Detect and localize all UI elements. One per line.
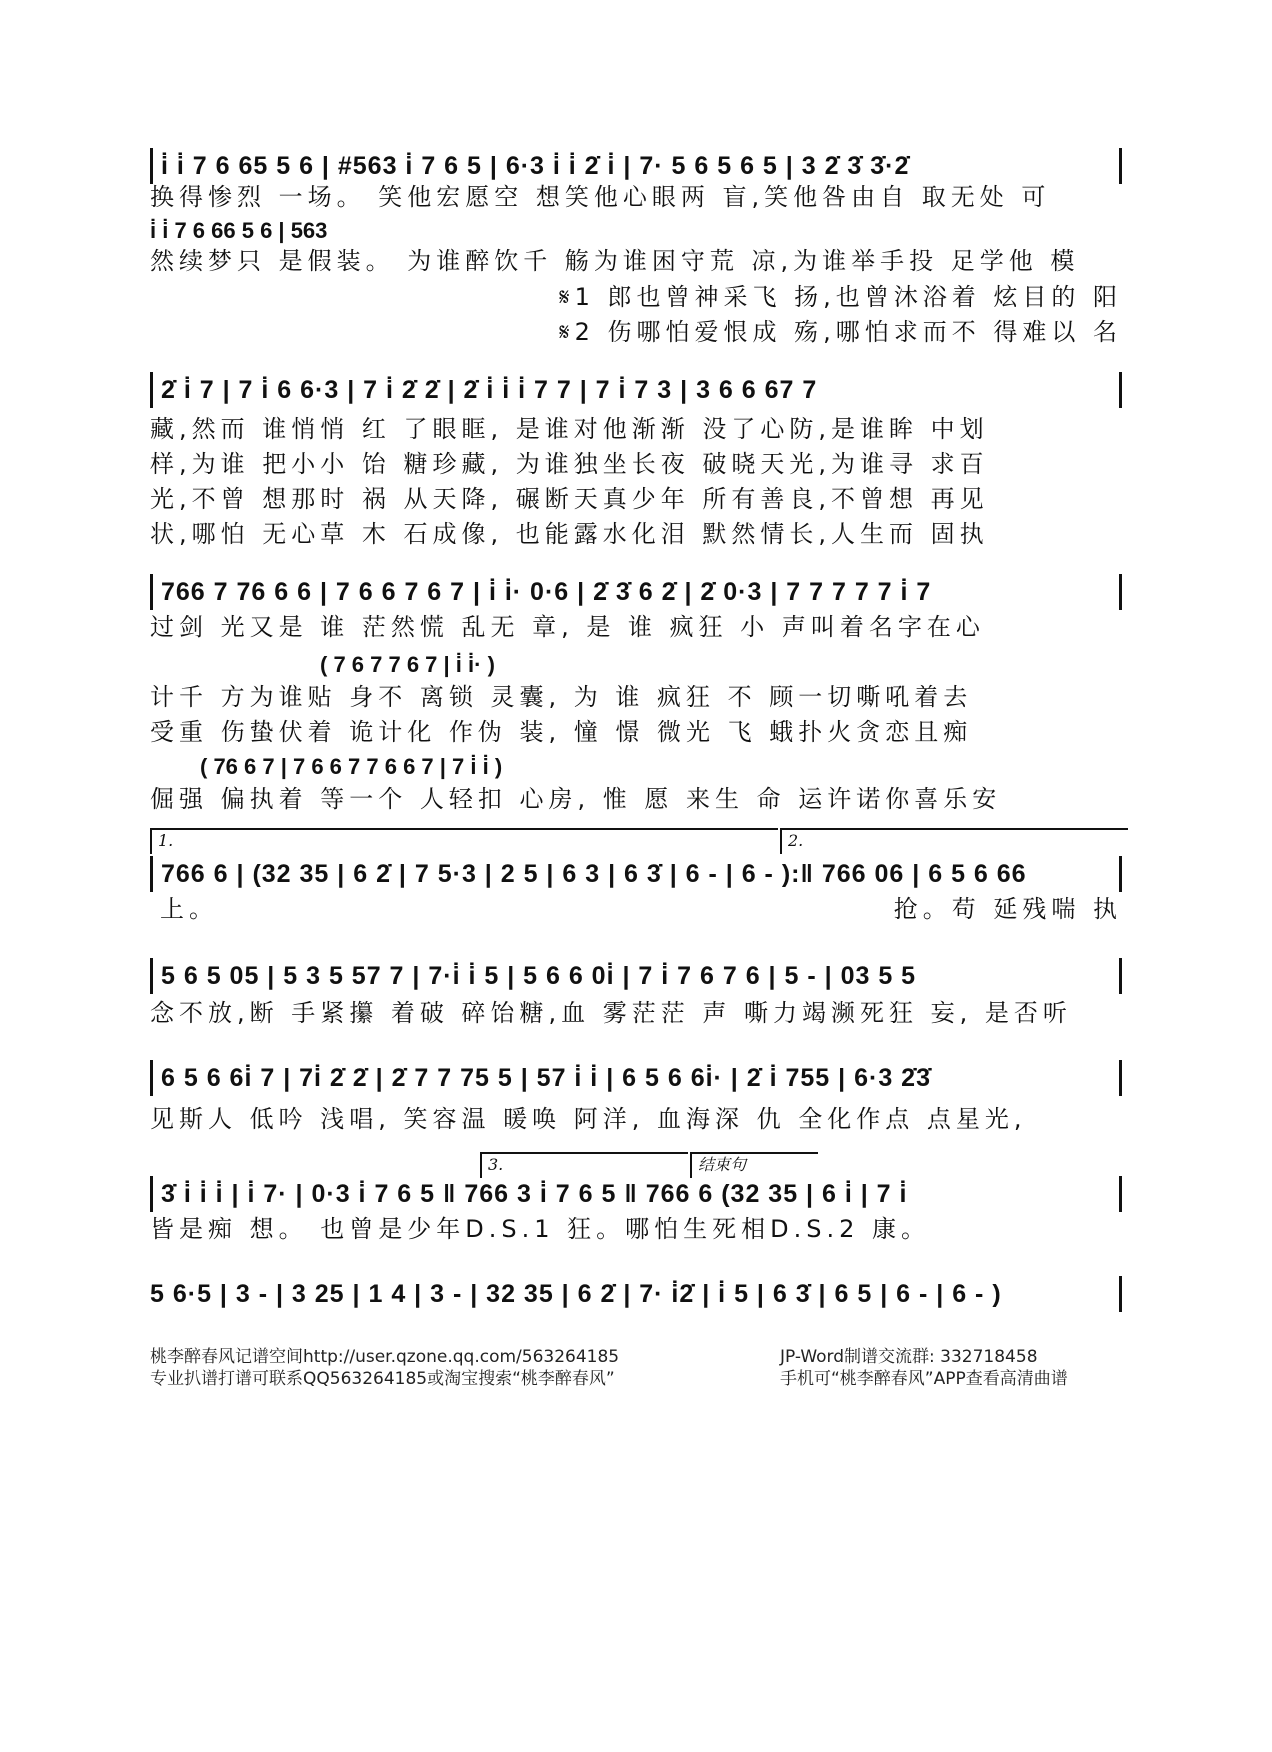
footer-right-line2: 手机可“桃李醉春风”APP查看高清曲谱 [780,1369,1068,1389]
lyric-line: 受重 伤蛰伏着 诡计化 作伪 装, 憧 憬 微光 飞 蛾扑火贪恋且痴 [150,718,973,746]
lyric-line: 光,不曾 想那时 祸 从天降, 碾断天真少年 所有善良,不曾想 再见 [150,485,989,513]
notation-line: i̇ i̇ 7 6 65 5 6 | #563 i̇ 7 6 5 | 6·3 i̇ i̇ 2̇ i̇ | 7· 5 6 5 6 5 | 3 2̇ 3̇ 3̇·2̇ [150,148,1122,184]
lyric-line: 状,哪怕 无心草 木 石成像, 也能露水化泪 默然情长,人生而 固执 [150,520,989,548]
alt-notation: ( 76 6 7 | 7 6 6 7 7 6 6 7 | 7 i̇ i̇ ) [200,754,503,779]
alt-notation: i̇ i̇ 7 6 66 5 6 | 563 [150,218,328,243]
lyric-line: 念不放,断 手紧攥 着破 碎饴糖,血 雾茫茫 声 嘶力竭濒死狂 妄, 是否听 [150,999,1072,1027]
lyric-line: 抢。苟 延残喘 执 [893,895,1122,923]
volta-3: 3. [480,1152,688,1178]
volta-1: 1. [150,828,778,854]
lyric-line: 上。 [160,895,218,923]
notation-line: 3̇ i̇ i̇ i̇ | i̇ 7· | 0·3 i̇ 7 6 5 ‖ 766 3 i̇ 7 6 5 ‖ 766 6 (32 35 | 6 i̇ | 7 i̇ [150,1176,1122,1212]
volta-2: 2. [780,828,1128,854]
notation-line: 6 5 6 6i̇ 7 | 7i̇ 2̇ 2̇ | 2̇ 7 7 75 5 | 57 i̇ i̇ | 6 5 6 6i̇· | 2̇ i̇ 755 | 6·3 2̇3̇ [150,1060,1122,1096]
lyric-line: 见斯人 低吟 浅唱, 笑容温 暖唤 阿洋, 血海深 仇 全化作点 点星光, [150,1105,1027,1133]
notation-line: 766 6 | (32 35 | 6 2̇ | 7 5·3 | 2 5 | 6 3 | 6 3̇ | 6 - | 6 - ):‖ 766 06 | 6 5 6 66 [150,856,1122,892]
lyric-line: 计千 方为谁贴 身不 离锁 灵囊, 为 谁 疯狂 不 顾一切嘶吼着去 [150,683,973,711]
notation-line: 5 6 5 05 | 5 3 5 57 7 | 7·i̇ i̇ 5 | 5 6 6 0i̇ | 7 i̇ 7 6 7 6 | 5 - | 03 5 5 [150,958,1122,994]
notation-line: 2̇ i̇ 7 | 7 i̇ 6 6·3 | 7 i̇ 2̇ 2̇ | 2̇ i̇ i̇ i̇ 7 7 | 7 i̇ 7 3 | 3 6 6 67 7 [150,372,1122,408]
lyric-line: 藏,然而 谁悄悄 红 了眼眶, 是谁对他渐渐 没了心防,是谁眸 中划 [150,415,989,443]
lyric-line: 过剑 光又是 谁 茫然慌 乱无 章, 是 谁 疯狂 小 声叫着名字在心 [150,613,985,641]
footer-left-line1: 桃李醉春风记谱空间http://user.qzone.qq.com/563264185 [150,1347,620,1367]
lyric-line: 倔强 偏执着 等一个 人轻扣 心房, 惟 愿 来生 命 运许诺你喜乐安 [150,785,1002,813]
ending-volta: 结束句 [690,1152,818,1178]
alt-notation: ( 7 6 7 7 6 7 | i̇ i̇· ) [320,652,495,677]
lyric-line: 样,为谁 把小小 饴 糖珍藏, 为谁独坐长夜 破晓天光,为谁寻 求百 [150,450,989,478]
lyric-line: 然续梦只 是假装。 为谁醉饮千 觞为谁困守荒 凉,为谁举手投 足学他 模 [150,247,1080,275]
footer-right-line1: JP-Word制谱交流群: 332718458 [780,1347,1038,1367]
lyric-line: 𝄋2 伤哪怕爱恨成 殇,哪怕求而不 得难以 名 [559,318,1122,346]
footer-left-line2: 专业扒谱打谱可联系QQ563264185或淘宝搜索“桃李醉春风” [150,1369,615,1389]
notation-line: 5 6·5 | 3 - | 3 25 | 1 4 | 3 - | 32 35 | 6 2̇ | 7· i̇2̇ | i̇ 5 | 6 3̇ | 6 5 | 6 - | 6 - ) [150,1276,1122,1312]
lyric-line: 𝄋1 郎也曾神采飞 扬,也曾沐浴着 炫目的 阳 [559,283,1122,311]
notation-line: 766 7 76 6 6 | 7 6 6 7 6 7 | i̇ i̇· 0·6 | 2̇ 3̇ 6 2̇ | 2̇ 0·3 | 7 7 7 7 7 i̇ 7 [150,574,1122,610]
lyric-line: 换得惨烈 一场。 笑他宏愿空 想笑他心眼两 盲,笑他咎由自 取无处 可 [150,183,1051,211]
lyric-line: 皆是痴 想。 也曾是少年D.S.1 狂。哪怕生死相D.S.2 康。 [150,1215,930,1243]
